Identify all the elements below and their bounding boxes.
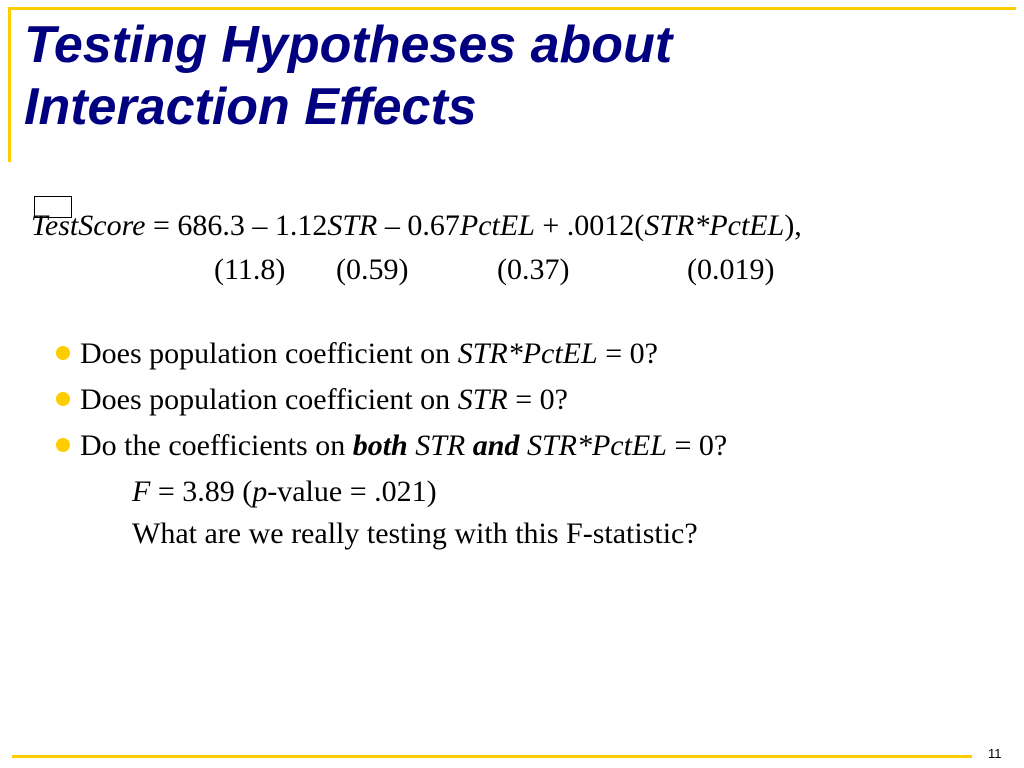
question-line: What are we really testing with this F-statistic? <box>132 517 698 550</box>
bullet-icon <box>56 346 70 360</box>
eq-var-str: STR <box>327 209 378 242</box>
se-interaction: (0.019) <box>687 253 775 286</box>
f-value: = 3.89 ( <box>150 475 253 508</box>
bullet-3-var-interaction: STR*PctEL <box>526 429 667 462</box>
p-var: p <box>252 475 268 508</box>
p-value: -value = .021) <box>267 475 437 508</box>
eq-var-pctel: PctEL <box>459 209 535 242</box>
bullet-2-var: STR <box>457 383 508 416</box>
bullet-1-text: Does population coefficient on <box>80 337 458 370</box>
bullet-1-var: STR*PctEL <box>457 337 598 370</box>
bullet-2-end: = 0? <box>507 383 568 416</box>
eq-term-3: ), <box>784 209 802 242</box>
bullet-item-joint <box>56 426 996 472</box>
eq-var-interaction: STR*PctEL <box>644 209 785 242</box>
regression-equation <box>31 206 802 246</box>
eq-term-2: + .0012( <box>534 209 645 242</box>
title-line-2: Interaction Effects <box>24 78 477 136</box>
f-var: F <box>132 475 151 508</box>
bullet-1-end: = 0? <box>597 337 658 370</box>
slide-title <box>24 14 984 138</box>
bullet-3-var-str: STR <box>415 429 466 462</box>
title-line-1: Testing Hypotheses about <box>24 16 673 74</box>
page-number: 11 <box>988 746 1002 761</box>
bullet-3-and: and <box>472 429 520 462</box>
top-rule <box>8 7 1016 10</box>
bullet-icon <box>56 438 70 452</box>
bullet-3-both: both <box>352 429 408 462</box>
bullet-2-text: Does population coefficient on <box>80 383 458 416</box>
se-str: (0.59) <box>336 253 409 286</box>
bullet-item-str <box>56 380 996 426</box>
eq-term-0: = 686.3 – 1.12 <box>145 209 328 242</box>
se-intercept: (11.8) <box>214 253 286 286</box>
bullet-icon <box>56 392 70 406</box>
bottom-rule <box>12 755 972 758</box>
bullet-3-text: Do the coefficients on <box>80 429 353 462</box>
eq-term-1: – 0.67 <box>377 209 460 242</box>
se-pctel: (0.37) <box>497 253 570 286</box>
bullet-item-interaction <box>56 334 996 380</box>
f-statistic-line <box>56 472 996 514</box>
left-rule <box>8 7 11 162</box>
eq-lhs: TestScore <box>31 209 146 242</box>
bullet-3-end: = 0? <box>666 429 728 462</box>
bullet-list <box>56 334 996 556</box>
